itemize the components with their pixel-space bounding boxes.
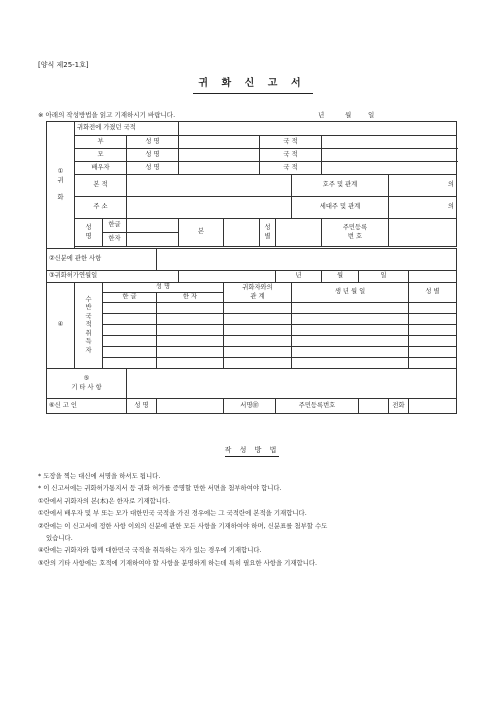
father-name-label: 성 명 (127, 136, 179, 149)
section3-year: 년 (276, 271, 322, 283)
resident-no-label: 주민등록 번 호 (322, 219, 389, 247)
s4-birth-2[interactable] (292, 314, 409, 325)
s4-hangul-3[interactable] (103, 325, 157, 336)
bon-label: 본 (179, 219, 224, 247)
mother-nationality-label: 국 적 (260, 149, 322, 162)
reporter-phone-field[interactable] (409, 399, 457, 414)
resident-no-field[interactable] (389, 219, 457, 247)
section2-label: ②신분에 관한 사항 (47, 249, 157, 271)
section4-hanja-header: 한 자 (157, 293, 224, 303)
section4-hangul-header: 한 글 (103, 293, 157, 303)
s4-hangul-5[interactable] (103, 347, 157, 358)
name-label: 성 명 (75, 219, 103, 247)
hanja-name-field[interactable] (127, 233, 179, 247)
section5-field[interactable] (127, 369, 457, 399)
s4-birth-1[interactable] (292, 303, 409, 314)
hangul-label: 한글 (103, 219, 127, 233)
reporter-phone-label: 전화 (389, 399, 409, 414)
sex-label: 성 별 (260, 219, 276, 247)
section3-label: ③귀화허가연월일 (47, 271, 179, 283)
section3-day: 일 (359, 271, 409, 283)
section3-month: 월 (322, 271, 359, 283)
sex-field[interactable] (276, 219, 322, 247)
form-number: [양식 제25-1호] (38, 61, 89, 69)
spouse-nationality-label: 국 적 (260, 162, 322, 175)
mother-name-field[interactable] (179, 149, 260, 162)
section2-field[interactable] (157, 249, 457, 271)
section3-blank[interactable] (409, 271, 457, 283)
s4-sex-4[interactable] (409, 336, 457, 347)
s4-sex-6[interactable] (409, 358, 457, 369)
mother-nationality-field[interactable] (322, 149, 457, 162)
head-relation-suffix: 의 (389, 175, 457, 197)
s4-relation-6[interactable] (224, 358, 292, 369)
s4-birth-4[interactable] (292, 336, 409, 347)
s4-relation-3[interactable] (224, 325, 292, 336)
household-relation-label: 세대주 및 관계 (292, 197, 389, 219)
instructions (38, 470, 478, 569)
father-name-field[interactable] (179, 136, 260, 149)
instruction-line: ④란에는 귀화자와 함께 대한민국 국적을 취득하는 자가 있는 경우에 기재합니다. (38, 546, 262, 555)
nationality-before-field[interactable] (179, 122, 457, 136)
instruction-line: * 도장을 찍는 대신에 서명을 하셔도 됩니다. (38, 472, 161, 480)
reporter-name-label: 성 명 (127, 399, 157, 414)
hangul-name-field[interactable] (127, 219, 179, 233)
reporter-name-field[interactable] (157, 399, 224, 414)
section6-label: ⑥신 고 인 (47, 399, 127, 414)
reporter-sign-label: 서명㊞ (224, 399, 276, 414)
s4-birth-6[interactable] (292, 358, 409, 369)
origin-field[interactable] (127, 175, 292, 197)
mother-name-label: 성 명 (127, 149, 179, 162)
s4-hanja-5[interactable] (157, 347, 224, 358)
instruction-line: ⑤란의 기타 사항에는 호적에 기재하여야 할 사항을 분명하게 하는데 특히 필요한 사항을 기재합니다. (38, 558, 318, 567)
s4-relation-1[interactable] (224, 303, 292, 314)
section4-number: ④ (47, 283, 75, 369)
s4-birth-5[interactable] (292, 347, 409, 358)
section4-birth-header: 생 년 월 일 (292, 283, 409, 303)
date-day-label: 일 (368, 111, 375, 119)
section4-sex-header: 성 별 (409, 283, 457, 303)
s4-hangul-1[interactable] (103, 303, 157, 314)
nationality-before-label: 귀화전에 가졌던 국적 (75, 122, 179, 136)
household-relation-suffix: 의 (389, 197, 457, 219)
section4-relation-header: 귀화자와의 관 계 (224, 283, 292, 303)
section3-date-field[interactable] (179, 271, 276, 283)
instruction-line: ②란에는 이 신고서에 정한 사항 이외의 신분에 관한 모든 사항을 기재하여야 하며, 신분표를 첨부할 수도 (38, 521, 328, 530)
instruction-note: ※ 아래의 작성방법을 읽고 기재하시기 바랍니다. (38, 111, 176, 119)
s4-hangul-2[interactable] (103, 314, 157, 325)
reporter-resident-field[interactable] (359, 399, 389, 414)
s4-hangul-4[interactable] (103, 336, 157, 347)
s4-hanja-3[interactable] (157, 325, 224, 336)
s4-hanja-2[interactable] (157, 314, 224, 325)
section5-label: ⑤ 기 타 사 항 (47, 369, 127, 399)
address-field[interactable] (127, 197, 292, 219)
s4-sex-3[interactable] (409, 325, 457, 336)
father-nationality-field[interactable] (322, 136, 457, 149)
s4-relation-2[interactable] (224, 314, 292, 325)
s4-hanja-4[interactable] (157, 336, 224, 347)
s4-hanja-6[interactable] (157, 358, 224, 369)
s4-relation-4[interactable] (224, 336, 292, 347)
instruction-line: * 이 신고서에는 귀화허가통지서 등 귀화 허가를 증명할 만한 서면을 첨부하여야 합니다. (38, 484, 282, 493)
instruction-line: 있습니다. (46, 534, 73, 543)
s4-relation-5[interactable] (224, 347, 292, 358)
howto-title: 작 성 방 법 (224, 446, 280, 454)
howto-underline (225, 456, 279, 457)
origin-label: 본 적 (75, 175, 127, 197)
head-relation-label: 호주 및 관계 (292, 175, 389, 197)
page-title: 귀 화 신 고 서 (198, 78, 306, 89)
mother-label: 모 (75, 149, 127, 162)
section1-label: ① 귀 화 (47, 122, 75, 249)
instruction-line: ①란에서 배우자 및 부 또는 모가 대한민국 국적을 가진 경우에는 그 국적란에 본적을 기재합니다. (38, 509, 307, 518)
section4-vertical-label: 수 반 국 적 취 득 자 (75, 283, 103, 369)
spouse-nationality-field[interactable] (322, 162, 457, 175)
report-form-table (46, 121, 457, 414)
reporter-resident-label: 주민등록번호 (276, 399, 359, 414)
section4-name-header: 성 명 (103, 283, 224, 293)
father-nationality-label: 국 적 (260, 136, 322, 149)
date-year-label: 년 (318, 111, 325, 119)
s4-hanja-1[interactable] (157, 303, 224, 314)
bon-field[interactable] (224, 219, 260, 247)
s4-hangul-6[interactable] (103, 358, 157, 369)
s4-birth-3[interactable] (292, 325, 409, 336)
spouse-label: 배우자 (75, 162, 127, 175)
s4-sex-1[interactable] (409, 303, 457, 314)
father-label: 부 (75, 136, 127, 149)
address-label: 주 소 (75, 197, 127, 219)
date-month-label: 월 (345, 111, 352, 119)
spouse-name-field[interactable] (179, 162, 260, 175)
hanja-label: 한자 (103, 233, 127, 247)
s4-sex-2[interactable] (409, 314, 457, 325)
spouse-name-label: 성 명 (127, 162, 179, 175)
title-underline (193, 93, 313, 94)
instruction-line: ①란에서 귀화자의 본(本)은 한자로 기재합니다. (38, 496, 171, 505)
s4-sex-5[interactable] (409, 347, 457, 358)
